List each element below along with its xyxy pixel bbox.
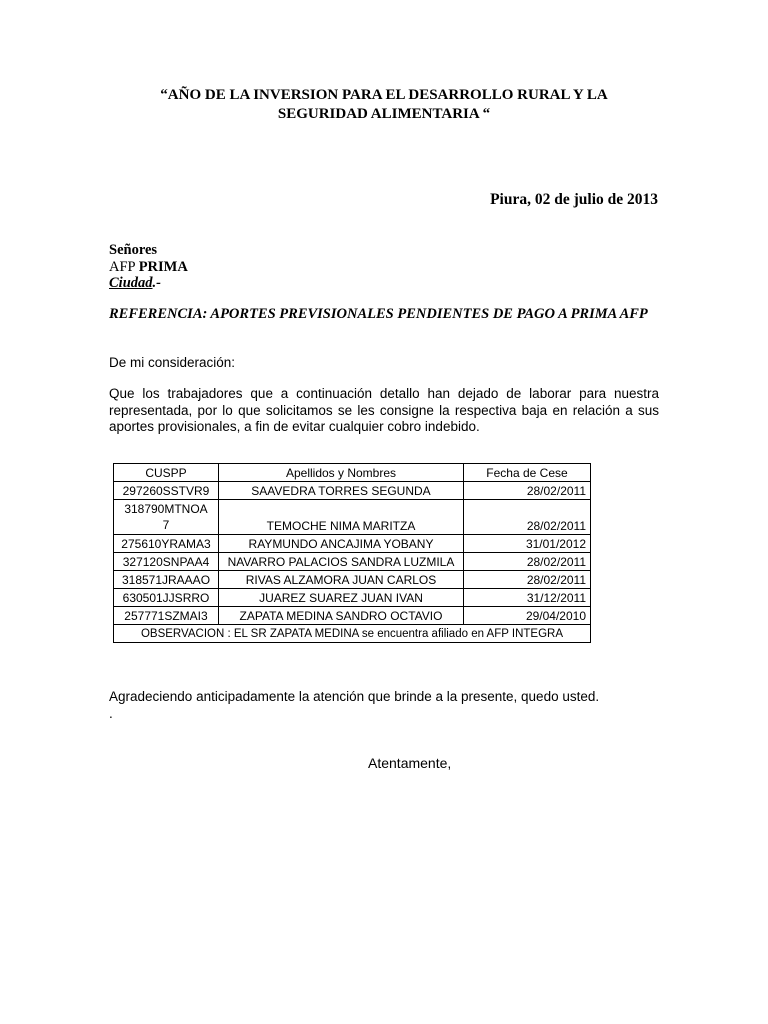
closing-dot: . [109,706,113,721]
cell-cuspp-line-1: 318790MTNOA [124,502,208,516]
recipient-block [109,242,188,292]
date-line: Piura, 02 de julio de 2013 [490,191,658,208]
cell-name: RIVAS ALZAMORA JUAN CARLOS [219,571,464,589]
header-line-1: “AÑO DE LA INVERSION PARA EL DESARROLLO RURAL Y LA [160,87,608,103]
cell-date: 28/02/2011 [464,482,591,500]
cell-cuspp: 630501JJSRRO [114,589,219,607]
cell-cuspp-line-2: 7 [162,518,170,532]
table-header-row [114,464,591,482]
body-paragraph: Que los trabajadores que a continuación detallo han dejado de laborar para nuestra representada, por lo que solicitamos se les consigne la respectiva baja en relación a sus aportes provisionales, a fin de evitar cualquier cobro indebido. [109,386,659,434]
header-date: Fecha de Cese [464,464,591,482]
cell-cuspp: 257771SZMAI3 [114,607,219,625]
cell-date: 28/02/2011 [464,500,591,535]
table-row [114,553,591,571]
cell-name: SAAVEDRA TORRES SEGUNDA [219,482,464,500]
recipient-city-name: Ciudad [109,275,153,291]
reference-line: REFERENCIA: APORTES PREVISIONALES PENDIENTES DE PAGO A PRIMA AFP [109,306,648,322]
cell-name: TEMOCHE NIMA MARITZA [219,500,464,535]
cell-name: RAYMUNDO ANCAJIMA YOBANY [219,535,464,553]
table-row [114,500,591,535]
header-line-2: SEGURIDAD ALIMENTARIA “ [277,106,491,122]
recipient-city [109,275,188,292]
closing-paragraph: Agradeciendo anticipadamente la atención que brinde a la presente, quedo usted. [109,689,600,704]
recipient-city-suffix: .- [152,275,161,291]
cell-cuspp: 275610YRAMA3 [114,535,219,553]
header-cuspp: CUSPP [114,464,219,482]
header-names: Apellidos y Nombres [219,464,464,482]
cell-cuspp: 327120SNPAA4 [114,553,219,571]
cell-name: ZAPATA MEDINA SANDRO OCTAVIO [219,607,464,625]
table-observation-row [114,625,591,643]
table-row [114,482,591,500]
table-row [114,571,591,589]
cell-date: 31/01/2012 [464,535,591,553]
cell-name: JUAREZ SUAREZ JUAN IVAN [219,589,464,607]
cell-cuspp [114,500,219,535]
recipient-afp-prefix: AFP [109,258,136,275]
cell-name: NAVARRO PALACIOS SANDRA LUZMILA [219,553,464,571]
cell-cuspp: 297260SSTVR9 [114,482,219,500]
cell-cuspp: 318571JRAAAO [114,571,219,589]
table-row [114,535,591,553]
cell-date: 28/02/2011 [464,571,591,589]
workers-table [113,463,591,643]
table-row [114,589,591,607]
document-header [0,86,768,124]
observation-note: OBSERVACION : EL SR ZAPATA MEDINA se encuentra afiliado en AFP INTEGRA [114,625,591,643]
table-row [114,607,591,625]
cell-date: 31/12/2011 [464,589,591,607]
signoff: Atentamente, [368,755,452,771]
recipient-afp [109,259,188,276]
cell-date: 29/04/2010 [464,607,591,625]
recipient-salutation: Señores [109,242,158,258]
cell-date: 28/02/2011 [464,553,591,571]
greeting: De mi consideración: [109,355,236,370]
recipient-afp-name: PRIMA [138,258,188,275]
